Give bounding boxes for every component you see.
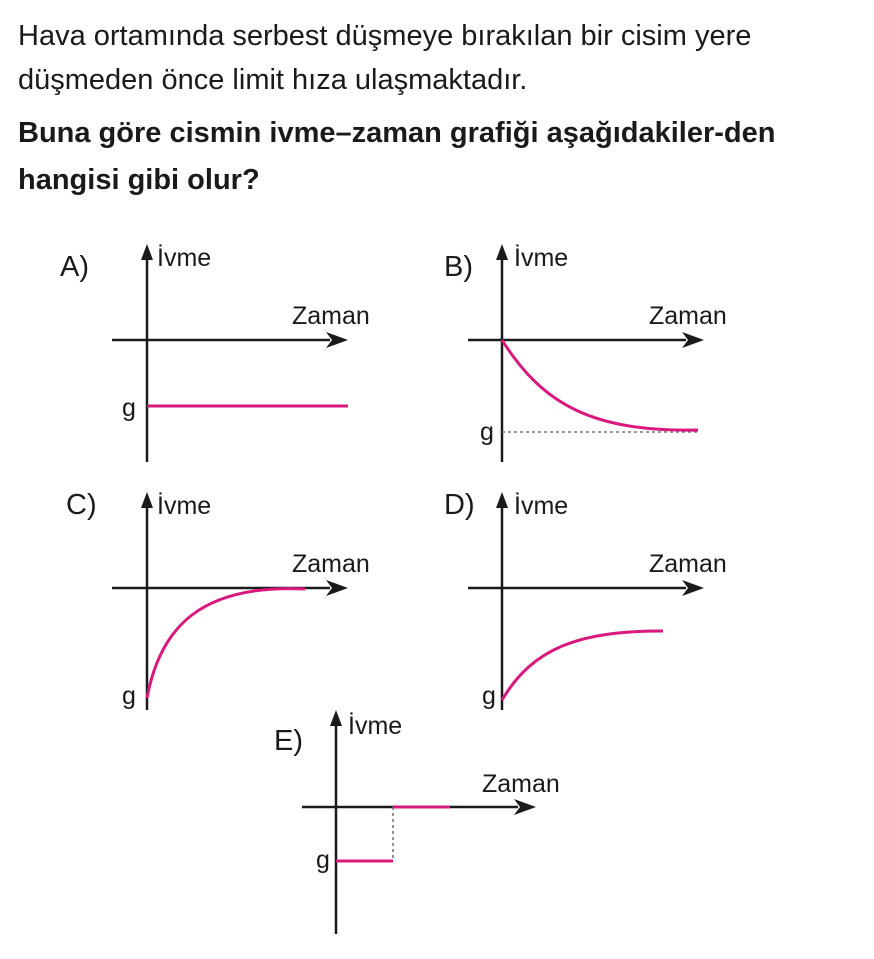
y-axis-arrow <box>496 244 508 260</box>
g-label: g <box>122 394 136 422</box>
graph-b <box>418 240 778 490</box>
x-axis-label: Zaman <box>292 302 370 330</box>
y-axis-arrow <box>141 492 153 508</box>
question-prompt: Buna göre cismin ivme–zaman grafiği aşağıdakiler-den hangisi gibi olur? <box>18 117 776 196</box>
x-axis-label: Zaman <box>649 550 727 578</box>
curve <box>147 589 305 698</box>
y-axis-label: İvme <box>157 492 212 520</box>
curve <box>502 340 698 430</box>
option-label: A) <box>60 251 89 283</box>
graph-a <box>60 240 420 490</box>
g-label: g <box>122 682 136 710</box>
x-axis-label: Zaman <box>649 302 727 330</box>
option-a[interactable] <box>60 240 420 490</box>
graph-c <box>60 488 420 738</box>
y-axis-label: İvme <box>514 244 569 272</box>
curve <box>502 631 663 700</box>
x-axis-label: Zaman <box>292 550 370 578</box>
option-b[interactable] <box>418 240 778 490</box>
question-stem: Hava ortamında serbest düşmeye bırakılan bir cisim yere düşmeden önce limit hıza ulaşmaktadır. <box>18 20 752 96</box>
g-label: g <box>482 682 496 710</box>
y-axis-arrow <box>141 244 153 260</box>
option-e[interactable] <box>250 706 610 956</box>
option-label: C) <box>66 489 97 521</box>
y-axis-arrow <box>330 710 342 726</box>
x-axis-label: Zaman <box>482 770 560 798</box>
option-d[interactable] <box>418 488 778 738</box>
y-axis-label: İvme <box>514 492 569 520</box>
g-label: g <box>316 846 330 874</box>
y-axis-label: İvme <box>348 712 403 740</box>
y-axis-arrow <box>496 492 508 508</box>
option-label: B) <box>444 251 473 283</box>
g-label: g <box>480 418 494 446</box>
y-axis-label: İvme <box>157 244 212 272</box>
option-label: D) <box>444 489 475 521</box>
graph-e <box>250 706 610 956</box>
graph-d <box>418 488 778 738</box>
option-label: E) <box>274 725 303 757</box>
option-c[interactable] <box>60 488 420 738</box>
